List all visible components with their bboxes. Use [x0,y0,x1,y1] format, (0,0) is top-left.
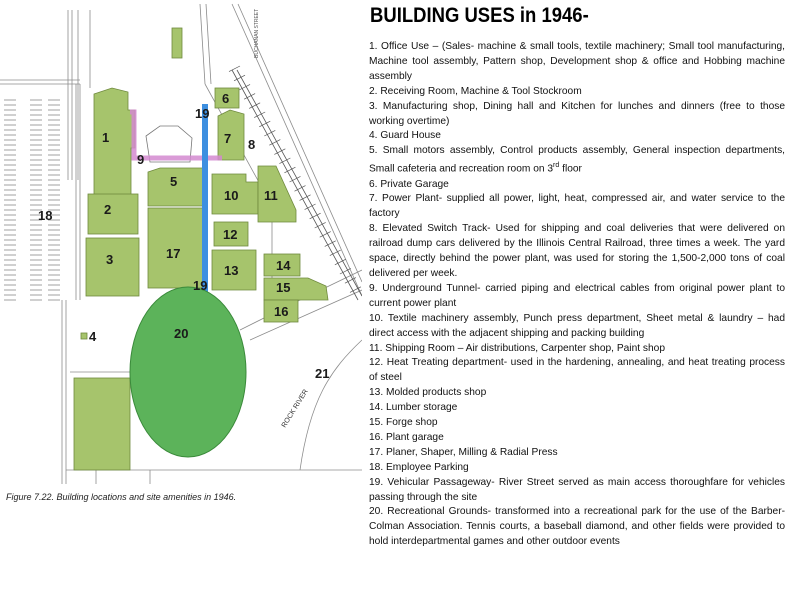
label-12: 12 [223,227,238,242]
legend-item: 5. Small motors assembly, Control products assembly, General inspection departments, Small cafeteria and recreation room on 3rd floor [369,145,785,175]
legend-item: 18. Employee Parking [369,461,469,473]
street-label-buchanan: BUCHANAN STREET [254,8,260,58]
label-15: 15 [276,280,291,295]
label-19-bottom: 19 [193,278,208,293]
legend-item: 7. Power Plant- supplied all power, light, heat, compressed air, and water service to the factory [369,193,785,220]
label-9: 9 [137,152,145,167]
building-4 [81,333,87,339]
building-15 [264,278,328,300]
recreational-grounds-20 [130,287,246,457]
legend-item: 13. Molded products shop [369,387,487,399]
building-2 [88,194,138,234]
rail-tie [229,66,240,72]
label-19-top: 19 [195,106,210,121]
label-21: 21 [315,366,330,381]
label-13: 13 [224,263,239,278]
legend-item: 19. Vehicular Passageway- River Street served as main access thoroughfare for vehicles passing through the site [369,476,785,503]
legend-item: 16. Plant garage [369,431,444,443]
legend-item: 11. Shipping Room – Air distributions, Carpenter shop, Paint shop [369,342,665,354]
label-4: 4 [89,329,97,344]
legend-item: 15. Forge shop [369,417,438,429]
legend-item: 6. Private Garage [369,178,449,190]
legend-item: 1. Office Use – (Sales- machine & small tools, textile machinery; Small tool manufacturing, Machine tool assembly, Pattern shop, Development shop & office and Hobbing machine assembly [369,41,785,82]
legend-item: 4. Guard House [369,130,441,142]
label-6: 6 [222,91,230,106]
label-1: 1 [102,130,110,145]
legend-item: 17. Planer, Shaper, Milling & Radial Press [369,446,558,458]
building-upper [172,28,182,58]
legend-item: 12. Heat Treating department- used in the hardening, annealing, and heat treating process of steel [369,357,785,384]
building-1 [94,88,135,195]
legend-item: 14. Lumber storage [369,402,458,414]
legend-item: 2. Receiving Room, Machine & Tool Stockroom [369,85,582,97]
site-map-svg [0,0,362,484]
river-label: ROCK RIVER [280,388,310,430]
label-8: 8 [248,137,256,152]
label-20: 20 [174,326,189,341]
label-17: 17 [166,246,181,261]
legend-item: 8. Elevated Switch Track- Used for shipping and coal deliveries that were delivered on railroad dump cars delivered by the Illinois Central Railroad, three times a week. The yard space, directly behind the power plant, was used for storing the 1,500-2,000 tons of coal delivered per week. [369,223,785,279]
label-2: 2 [104,202,112,217]
building-uses-legend [369,40,785,550]
label-16: 16 [274,304,289,319]
legend-item: 9. Underground Tunnel- carried piping and electrical cables from original power plant to current power plant [369,282,785,309]
label-10: 10 [224,188,239,203]
legend-item: 3. Manufacturing shop, Dining hall and Kitchen for lunches and dinners (free to those working overtime) [369,100,785,127]
label-7: 7 [224,131,232,146]
label-14: 14 [276,258,291,273]
site-map [0,0,362,484]
building-lower-left [74,378,130,470]
label-5: 5 [170,174,178,189]
figure-caption: Figure 7.22. Building locations and site amenities in 1946. [6,492,237,502]
label-18: 18 [38,208,53,223]
label-3: 3 [106,252,114,267]
label-11: 11 [264,188,278,203]
page-title: BUILDING USES in 1946- [370,4,589,27]
legend-item: 10. Textile machinery assembly, Punch press department, Sheet metal & laundry – had direct access with the adjacent shipping and packing building [369,312,785,339]
legend-item: 20. Recreational Grounds- transformed into a recreational park for the use of the Barber-Colman Association. Tennis courts, a baseball diamond, and other fields were provided to hold interdepartmental games and other outdoor events [369,506,785,548]
building-3 [86,238,139,296]
parking-lot-18 [4,100,60,300]
